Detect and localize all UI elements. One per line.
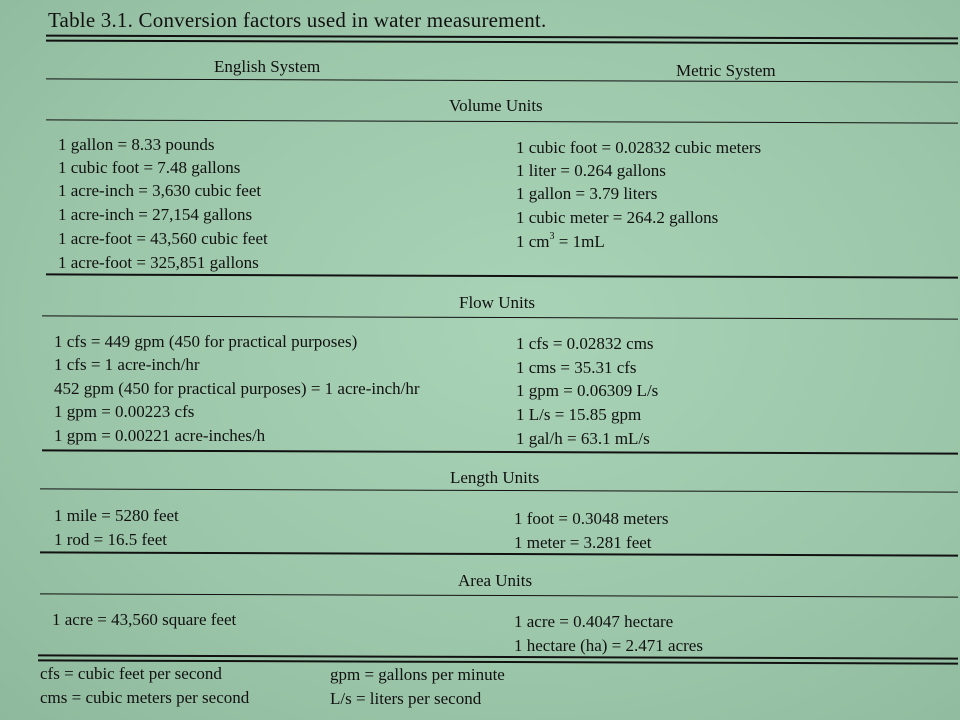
flow-english-row: 452 gpm (450 for practical purposes) = 1 acre-inch/hr xyxy=(54,379,420,398)
cm3-superscript: 3 xyxy=(549,231,555,242)
rule xyxy=(46,273,958,278)
rule xyxy=(40,488,958,492)
flow-metric-row: 1 cms = 35.31 cfs xyxy=(516,358,637,377)
volume-english-row: 1 cubic foot = 7.48 gallons xyxy=(58,158,241,177)
volume-metric-row: 1 cubic foot = 0.02832 cubic meters xyxy=(516,138,762,157)
flow-metric-row: 1 gal/h = 63.1 mL/s xyxy=(516,429,650,448)
flow-metric-row: 1 L/s = 15.85 gpm xyxy=(516,405,642,424)
volume-english-row: 1 acre-foot = 325,851 gallons xyxy=(58,253,259,272)
volume-english-row: 1 acre-inch = 27,154 gallons xyxy=(58,205,253,224)
section-heading-flow: Flow Units xyxy=(459,293,536,312)
volume-english-row: 1 gallon = 8.33 pounds xyxy=(58,135,215,154)
rule xyxy=(40,551,958,556)
footnote-cms: cms = cubic meters per second xyxy=(40,688,250,707)
column-header-english: English System xyxy=(214,57,321,76)
volume-metric-row: 1 gallon = 3.79 liters xyxy=(516,184,658,203)
flow-english-row: 1 cfs = 1 acre-inch/hr xyxy=(54,355,200,374)
rule xyxy=(46,78,958,82)
column-header-metric: Metric System xyxy=(676,61,776,80)
volume-metric-row: 1 liter = 0.264 gallons xyxy=(516,161,666,180)
cm3-suffix: = 1mL xyxy=(554,232,605,251)
area-metric-row: 1 acre = 0.4047 hectare xyxy=(514,612,674,631)
rule xyxy=(40,593,958,597)
rule xyxy=(38,654,958,659)
length-english-row: 1 rod = 16.5 feet xyxy=(54,530,167,549)
section-heading-volume: Volume Units xyxy=(449,96,543,115)
section-heading-length: Length Units xyxy=(450,468,540,487)
section-heading-area: Area Units xyxy=(458,571,533,590)
volume-english-row: 1 acre-foot = 43,560 cubic feet xyxy=(58,229,268,248)
flow-english-row: 1 gpm = 0.00221 acre-inches/h xyxy=(54,426,266,445)
length-english-row: 1 mile = 5280 feet xyxy=(54,506,179,525)
table-title: Table 3.1. Conversion factors used in water measurement. xyxy=(48,8,547,32)
flow-english-row: 1 gpm = 0.00223 cfs xyxy=(54,402,195,421)
area-metric-row: 1 hectare (ha) = 2.471 acres xyxy=(514,636,703,655)
volume-metric-row-cm3 xyxy=(516,233,605,250)
footnote-gpm: gpm = gallons per minute xyxy=(330,665,505,684)
flow-metric-row: 1 cfs = 0.02832 cms xyxy=(516,334,654,353)
flow-metric-row: 1 gpm = 0.06309 L/s xyxy=(516,381,659,400)
rule xyxy=(46,40,958,45)
cm3-prefix: 1 cm xyxy=(516,232,550,251)
volume-metric-row: 1 cubic meter = 264.2 gallons xyxy=(516,208,719,227)
rule xyxy=(46,119,958,123)
area-english-row: 1 acre = 43,560 square feet xyxy=(52,610,237,629)
rule xyxy=(46,35,958,40)
rule xyxy=(42,315,958,319)
rule xyxy=(42,449,958,454)
length-metric-row: 1 meter = 3.281 feet xyxy=(514,533,652,552)
flow-english-row: 1 cfs = 449 gpm (450 for practical purposes) xyxy=(54,332,358,351)
footnote-cfs: cfs = cubic feet per second xyxy=(40,664,222,683)
footnote-ls: L/s = liters per second xyxy=(330,689,482,708)
volume-english-row: 1 acre-inch = 3,630 cubic feet xyxy=(58,181,262,200)
length-metric-row: 1 foot = 0.3048 meters xyxy=(514,509,669,528)
